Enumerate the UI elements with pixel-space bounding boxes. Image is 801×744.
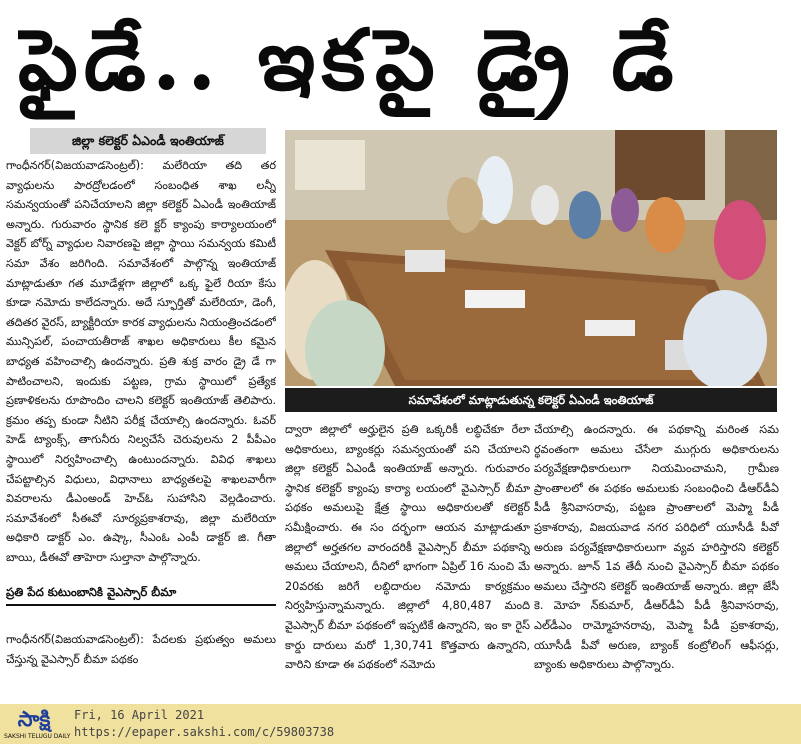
meeting-photo-image [285, 130, 777, 386]
article-column-1b [6, 630, 276, 690]
photo-caption: సమావేశంలో మాట్లాడుతున్న కలెక్టర్ ఏఎండీ ఇంతియాజ్ [285, 388, 777, 412]
article-column-1 [6, 156, 276, 581]
logo-wordmark: సాక్షి [17, 707, 51, 731]
byline: జిల్లా కలెక్టర్ ఏఎండీ ఇంతియాజ్ [30, 128, 266, 154]
headline: ఫైడే.. ఇకపై డ్రై డే [18, 10, 680, 109]
article [0, 120, 801, 700]
footer-bar [0, 704, 801, 744]
epaper-link[interactable]: https://epaper.sakshi.com/c/59803738 [74, 725, 335, 739]
article-body-text: గాంధీనగర్(విజయవాడసెంట్రల్): మలేరియా తది తర వ్యాధులను పారద్రోలడంలో సంబంధిత శాఖ లన్నీ సమన్వయంతో పనిచేయాలని జిల్లా కలెక్టర్ ఏఎండీ ఇంతియాజ్ అన్నారు. గురువారం స్థానిక కలె క్టర్ క్యాంపు కార్యాలయంలో వెక్టర్ బోర్న్ వ్యాధుల నివారణపై జిల్లా స్థాయి సమన్వయ కమిటీ సమా వేశం జరిగింది. సమావేశంలో పాల్గొన్న ఇంతియాజ్ మాట్లాడుతూ గత మూడేళ్లగా జిల్లాలో ఒక్క ఫైలే రియా కేసు కూడా నమోదు కాలేదన్నారు. అదే స్ఫూర్తితో మలేరియా, డెంగీ, తదితర వైరస్, బ్యాక్టీరియా కారక వ్యాధులను నియంత్రించడంలో మున్సిపల్, పంచాయతీరాజ్ శాఖల అధికారులు కీల కమైన బాధ్యత వహించాల్సి ఉందన్నారు. ప్రతి శుక్ర వారం డ్రై డే గా పాటించాలని, ఇందుకు పట్టణ, గ్రామ స్థాయిలో ప్రత్యేక ప్రణాళికలను రూపొందిం చాలని కలెక్టర్ ఇంతియాజ్ తెలిపారు. క్రమం తప్ప కుండా నీటిని పరీక్ష చేయాల్సి ఉందన్నారు. ఓవర్ హెడ్ ట్యాంక్స్, తాగునీరు నిల్వచేసే చెరువులను 2 పీపీఎం స్థాయిలో నిర్వహించాల్సి ఉంటుందన్నారు. వివిధ శాఖలు చేపట్టాల్సిన విధులు, విధానాలు బాధ్యతలపై శాఖలవారీగా వివరాలను డీఎంఅండ్ హెచ్ఓ సుహాసిని వెల్లడించారు. సమావేశంలో సీఈవో సూర్యప్రకాశరావు, జిల్లా మలేరియా అధికారి డాక్టర్ ఎం. ఉష్కా, సీఎంఓ ఎంపీ డాక్టర్ జి. గీతా బాయి, డీఈవో తాహెరా సుల్తానా పాల్గొన్నారు. [6, 159, 276, 564]
meeting-photo [285, 130, 777, 386]
logo-tagline: SAKSHI TELUGU DAILY [4, 733, 71, 740]
article-body-text: గాంధీనగర్(విజయవాడసెంట్రల్): పేదలకు ప్రభుత్వం అమలు చేస్తున్న వైఎస్సార్ బీమా పథకం [6, 633, 276, 666]
publish-date: Fri, 16 April 2021 [74, 708, 205, 722]
sub-headline-rule [6, 604, 276, 606]
article-body-text: ద్వారా జిల్లాలో అర్హులైన ప్రతి ఒక్కరికీ లబ్ధిచేకూ రేలా అధికారులు, బ్యాంకర్లు సమన్వయంతో పని చేయాలని జిల్లా కలెక్టర్ ఏఎండీ ఇంతియాజ్ అన్నారు. గురువారం స్థానిక కలెక్టర్ క్యాంపు కార్యా లయంలో వైఎస్సార్ బీమా పథకం అమలుపై క్షేత్ర స్థాయి అధికారులతో కలెక్టర్ సమీక్షించారు. ఈ సం దర్భంగా ఆయన మాట్లాడుతూ జిల్లాలో అర్హతగల వారందరికీ వైఎస్సార్ బీమా పథకాన్ని అమలు చేయాలని, దీనిలో భాగంగా ఏప్రిల్ 16 నుంచి మే 20వరకు జరిగే లబ్ధిదారుల నమోదు కార్యక్రమం నిర్వహిస్తున్నామన్నారు. జిల్లాలో 4,80,487 మంది వైఎస్సార్ బీమా పథకంలో ఇప్పటికే ఉన్నారని, ఇం కా రైస్ కార్డు దారులు మరో 1,30,741 కొత్తవారు ఉన్నారని, వారిని కూడా ఈ పథకంలో నమోదు [285, 423, 530, 672]
article-body-text: చేయాల్సి ఉందన్నారు. ఈ పథకాన్ని మరింత సమ ర్థవంతంగా అమలు చేసేలా ముగ్గురు అధికారులను పర్యవేక్షణాధికారులుగా నియమించామని, గ్రామీణ ప్రాంతాలలో ఈ పథకం అమలుకు సంబంధించి డీఆర్‌డీఏ పీడీ శ్రీనివాసరావు, పట్టణ ప్రాంతాలలో మెప్మా పీడీ ప్రకాశరావు, విజయవాడ నగర పరిధిలో యూసీడీ పీవో అరుణ పర్యవేక్షణాధికారులుగా వ్యవ హరిస్తారని కలెక్టర్ అన్నారు. జూన్ 1వ తేదీ నుంచి వైఎస్సార్ బీమా పథకం అమలు చేస్తారని కలెక్టర్ ఇంతియాజ్ అన్నారు. జిల్లా జేసీ కె. మోహ న్‌కుమార్, డీఆర్‌డీఏ పీడీ శ్రీనివాసరావు, ఎల్‌డీఎం రామ్మోహనరావు, మెప్మా పీడీ ప్రకాశరావు, యూసీడీ పీవో అరుణ, బ్యాంక్ కంట్రోలింగ్ ఆఫీసర్లు, బ్యాంకు అధికారులు పాల్గొన్నారు. [534, 423, 779, 672]
article-column-3 [534, 420, 779, 690]
sub-headline-text: ప్రతి పేద కుటుంబానికి వైఎస్సార్ బీమా [6, 585, 177, 599]
sub-headline [6, 582, 276, 628]
article-column-2 [285, 420, 530, 690]
sakshi-logo[interactable] [4, 707, 71, 741]
